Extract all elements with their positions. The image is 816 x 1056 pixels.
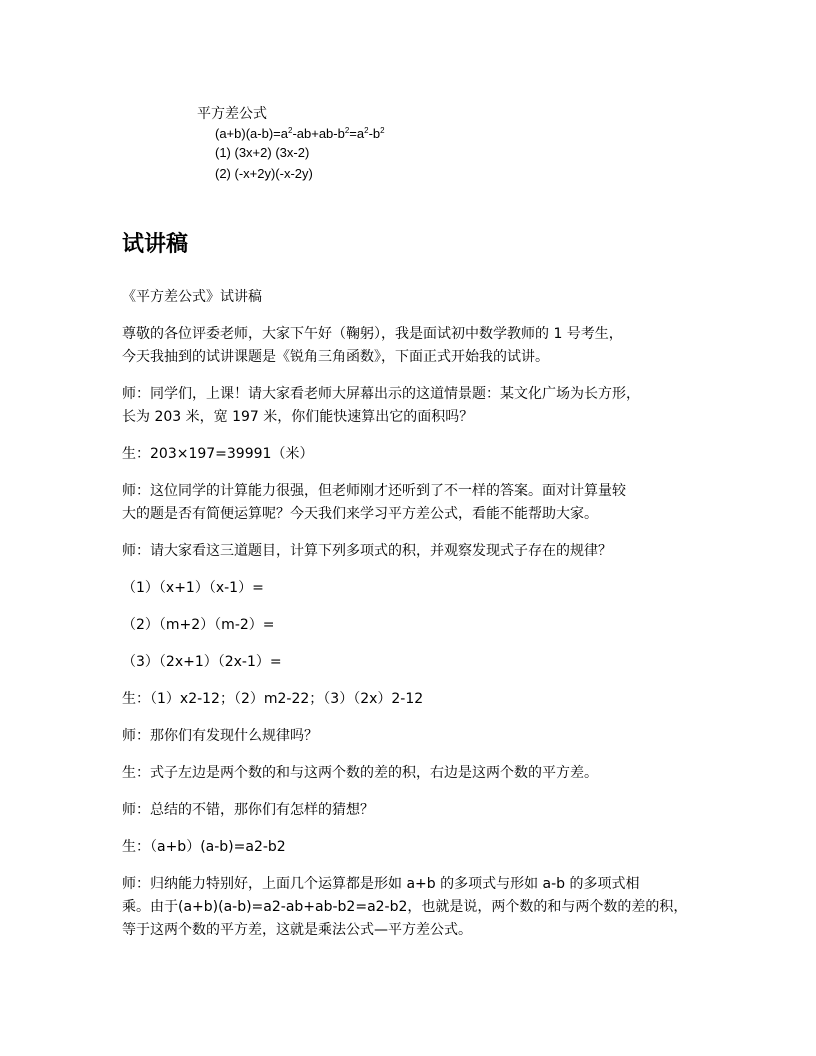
paragraph-line: 师：归纳能力特别好，上面几个运算都是形如 a+b 的多项式与形如 a-b 的多项式相 [122,876,640,892]
paragraph [122,836,722,859]
page-heading: 试讲稿 [122,232,189,257]
paragraph [122,725,722,748]
paragraph-line: 师：同学们，上课！请大家看老师大屏幕出示的这道情景题：某文化广场为长方形， [122,386,640,402]
paragraph-line: 生：式子左边是两个数的和与这两个数的差的积，右边是这两个数的平方差。 [122,765,598,781]
paragraph-line: 师：这位同学的计算能力很强，但老师刚才还听到了不一样的答案。面对计算量较 [122,483,626,499]
paragraph-line: 长为 203 米，宽 197 米，你们能快速算出它的面积吗？ [122,409,474,425]
paragraph [122,286,722,309]
formula-title: 平方差公式 [197,105,267,121]
paragraph [122,614,722,637]
script-body [122,286,722,956]
paragraph-line: 乘。由于(a+b)(a-b)=a2-ab+ab-b2=a2-b2，也就是说，两个数的和与两个数的差的积， [122,899,688,915]
paragraph [122,799,722,822]
paragraph-line: 尊敬的各位评委老师，大家下午好（鞠躬），我是面试初中数学教师的 1 号考生， [122,326,623,342]
paragraph [122,443,722,466]
paragraph-line: 大的题是否有简便运算呢？今天我们来学习平方差公式，看能不能帮助大家。 [122,506,598,522]
paragraph [122,323,722,369]
paragraph [122,651,722,674]
paragraph [122,762,722,785]
paragraph-line: （1）（x+1）（x-1）= [122,580,264,596]
paragraph-line: 生：（1）x2-12；（2）m2-22；（3）（2x）2-12 [122,691,424,707]
paragraph-line: 师：请大家看这三道题目，计算下列多项式的积，并观察发现式子存在的规律？ [122,543,612,559]
paragraph [122,383,722,429]
paragraph [122,577,722,600]
paragraph [122,873,722,942]
paragraph-line: 生：203×197=39991（米） [122,446,314,462]
paragraph [122,688,722,711]
paragraph-line: （2）（m+2）（m-2）= [122,617,275,633]
paragraph-line: 今天我抽到的试讲课题是《锐角三角函数》，下面正式开始我的试讲。 [122,349,549,365]
formula-identity: $(a+b)(a-b)=a^2-ab+ab-b^2=a^2-b^2$ [215,126,385,141]
paragraph-line: 等于这两个数的平方差，这就是乘法公式—平方差公式。 [122,922,472,938]
paragraph [122,540,722,563]
paragraph-line: 《平方差公式》试讲稿 [122,289,262,305]
paragraph-line: （3）（2x+1）（2x-1）= [122,654,282,670]
paragraph-line: 生：（a+b）(a-b)=a2-b2 [122,839,286,855]
formula-example-1: (1) (3x+2) (3x-2) [215,145,310,160]
paragraph-line: 师：总结的不错，那你们有怎样的猜想？ [122,802,374,818]
formula-example-2: (2) (-x+2y)(-x-2y) [215,166,313,181]
formula-box [197,104,385,184]
paragraph-line: 师：那你们有发现什么规律吗？ [122,728,318,744]
paragraph [122,480,722,526]
